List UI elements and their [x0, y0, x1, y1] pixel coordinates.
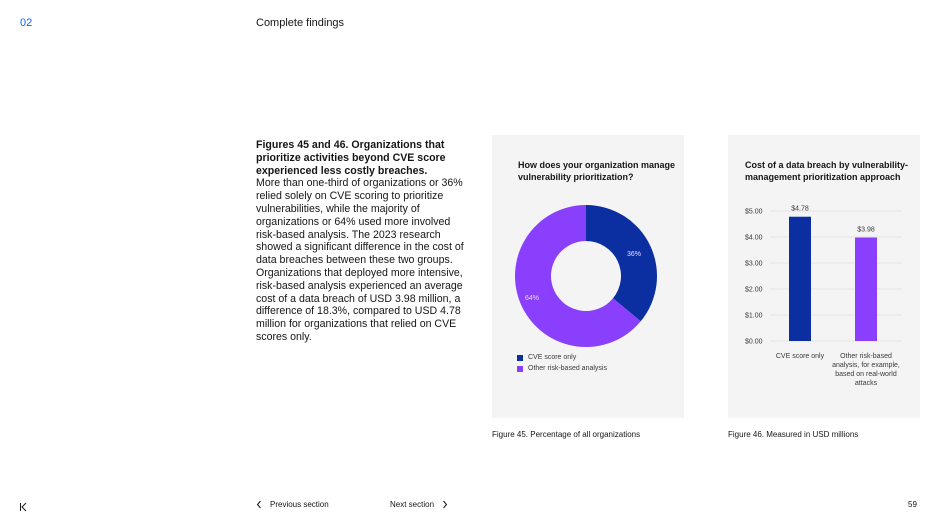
figure45-legend: [517, 354, 607, 372]
y-tick-label-1: $1.00: [745, 312, 763, 320]
legend-item-risk: [517, 365, 607, 372]
chevron-right-icon: [442, 500, 448, 509]
body-text: [256, 139, 464, 344]
x-tick-label-1-0: Other risk-based: [840, 353, 892, 360]
figure45-caption: Figure 45. Percentage of all organizations: [492, 430, 641, 439]
donut-slice-0: [586, 205, 657, 321]
figure45-donut-chart: [492, 135, 684, 418]
x-tick-label-0-0: CVE score only: [775, 353, 825, 360]
next-section-label: Next section: [390, 500, 435, 509]
legend-item-cve: [517, 354, 607, 361]
previous-section-label: Previous section: [270, 500, 329, 509]
figure46-bar-chart: [728, 135, 920, 418]
legend-swatch-cve: [517, 355, 523, 361]
donut-label-1: 64%: [524, 295, 540, 302]
x-tick-label-1-2: based on real-world: [835, 371, 897, 378]
y-tick-label-2: $2.00: [745, 286, 763, 294]
y-tick-label-0: $0.00: [745, 338, 763, 346]
first-page-button[interactable]: [19, 499, 28, 517]
page-number: 59: [908, 500, 917, 509]
legend-swatch-risk: [517, 366, 523, 372]
figure46-title: Cost of a data breach by vulnerability-management prioritization approach: [745, 160, 909, 182]
previous-section-link[interactable]: [256, 500, 329, 509]
body-copy: More than one-third of organizations or 36% relied solely on CVE scoring to prioritize vulnerabilities, while the majority of organizations or 64% used more involved risk-based analysis. The 2023 research showed a significant difference in the cost of data breaches between these two groups. Organizations that deployed more intensive, risk-based analysis experienced an average cost of a data breach of USD 3.98 million, a difference of 18.3%, compared to USD 4.78 million for organizations that relied on CVE scores only.: [256, 177, 464, 343]
x-tick-label-1-3: attacks: [854, 380, 878, 387]
legend-label-risk: Other risk-based analysis: [528, 365, 607, 372]
bar-value-label-1: $3.98: [857, 226, 875, 234]
figure46-caption: Figure 46. Measured in USD millions: [728, 430, 859, 439]
figure45-title: How does your organization manage vulnerability prioritization?: [518, 160, 676, 182]
chevron-left-icon: [256, 500, 262, 509]
first-page-icon: [19, 502, 28, 512]
x-tick-label-1-1: analysis, for example,: [832, 362, 900, 369]
next-section-link[interactable]: [390, 500, 448, 509]
y-tick-label-4: $4.00: [745, 234, 763, 242]
body-lead: Figures 45 and 46. Organizations that prioritize activities beyond CVE score experienced less costly breaches.: [256, 139, 446, 177]
bar-value-label-0: $4.78: [791, 205, 809, 213]
legend-label-cve: CVE score only: [528, 354, 577, 361]
bar-1: [855, 238, 877, 341]
donut-label-0: 36%: [626, 251, 642, 258]
bar-0: [789, 217, 811, 341]
section-title: Complete findings: [256, 17, 345, 29]
y-tick-label-5: $5.00: [745, 208, 763, 216]
y-tick-label-3: $3.00: [745, 260, 763, 268]
section-number: 02: [20, 17, 33, 29]
